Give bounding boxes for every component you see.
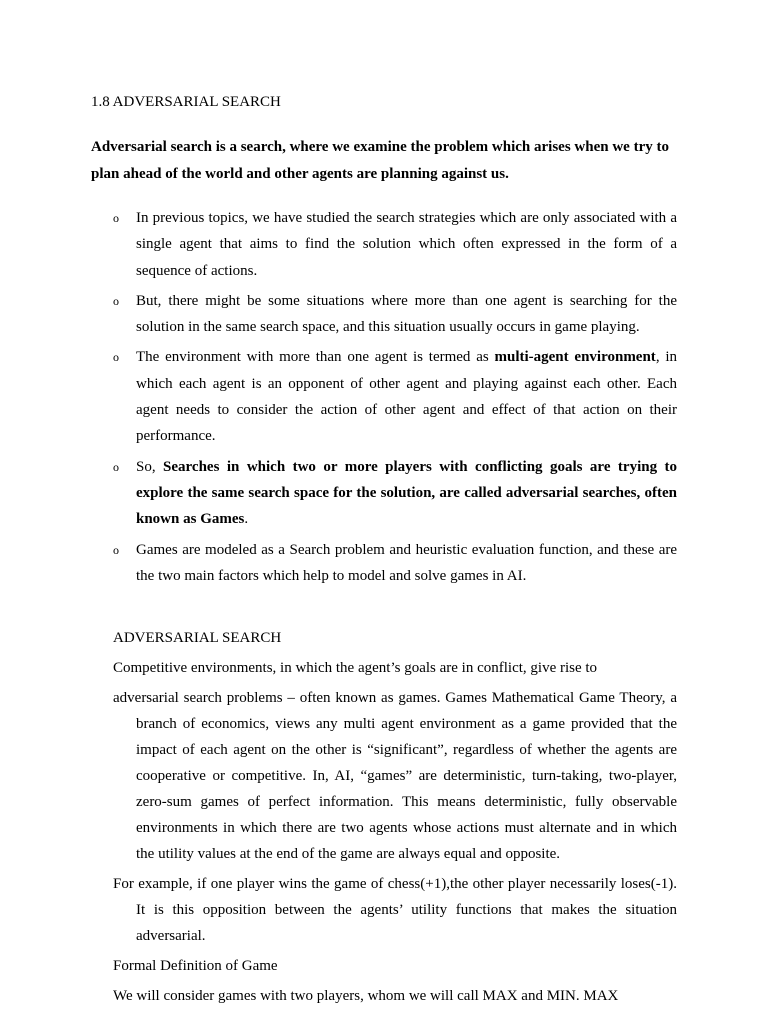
intro-paragraph: Adversarial search is a search, where we examine the problem which arises when we try to plan ahead of the world and other agents are planning against us. <box>91 139 669 182</box>
list-item-text: But, there might be some situations where more than one agent is searching for the solution in the same search space, and this situation usually occurs in game playing. <box>136 292 677 336</box>
list-item-text-post: . <box>244 511 249 528</box>
list-item-text: In previous topics, we have studied the search strategies which are only associated with a single agent that aims to find the solution which often expressed in the form of a sequence of actions. <box>136 210 677 279</box>
body-paragraph-5: We will consider games with two players, whom we will call MAX and MIN. MAX <box>113 988 619 1004</box>
list-item <box>0 537 677 590</box>
list-item-text-pre: So, <box>136 458 164 475</box>
body-subheading: ADVERSARIAL SEARCH <box>113 630 282 646</box>
bullet-marker: o <box>113 459 119 474</box>
bullet-list <box>0 205 768 593</box>
list-item <box>0 288 677 341</box>
list-item <box>0 344 677 449</box>
bullet-marker: o <box>113 350 119 365</box>
body-paragraph-2: adversarial search problems – often known as games. Games Mathematical Game Theory, a branch of economics, views any multi agent environment as a game provided that the impact of each agent on the other is “significant”, regardless of whether the agents are cooperative or competitive. In, AI, “games” are deterministic, turn-taking, two-player, zero-sum games of perfect information. This means deterministic, fully observable environments in which there are two agents whose actions must alternate and in which the utility values at the end of the game are always equal and opposite. <box>113 690 677 862</box>
body-paragraph-3: For example, if one player wins the game of chess(+1),the other player necessarily loses(-1). It is this opposition between the agents’ utility functions that makes the situation adversarial. <box>113 876 677 944</box>
list-item <box>0 205 677 284</box>
section-heading: 1.8 ADVERSARIAL SEARCH <box>91 94 281 110</box>
list-item <box>0 454 677 533</box>
bullet-marker: o <box>113 293 119 308</box>
body-paragraph-4: Formal Definition of Game <box>113 958 278 974</box>
list-item-text-pre: The environment with more than one agent is termed as <box>136 349 495 366</box>
list-item-text: Games are modeled as a Search problem and heuristic evaluation function, and these are the two main factors which help to model and solve games in AI. <box>136 541 677 584</box>
body-section <box>0 625 768 1013</box>
body-paragraph-1: Competitive environments, in which the agent’s goals are in conflict, give rise to <box>113 660 598 676</box>
bullet-marker: o <box>113 211 119 225</box>
list-item-text-post: , in which each agent is an opponent of other agent and playing against each other. Each agent needs to consider the action of other agent and effect of that action on their performance. <box>136 349 678 445</box>
list-item-emphasis: Searches in which two or more players with conflicting goals are trying to explore the same search space for the solution, are called adversarial searches, often known as Games <box>136 458 678 528</box>
bullet-marker: o <box>113 542 119 557</box>
list-item-emphasis: multi-agent environment <box>494 349 656 366</box>
